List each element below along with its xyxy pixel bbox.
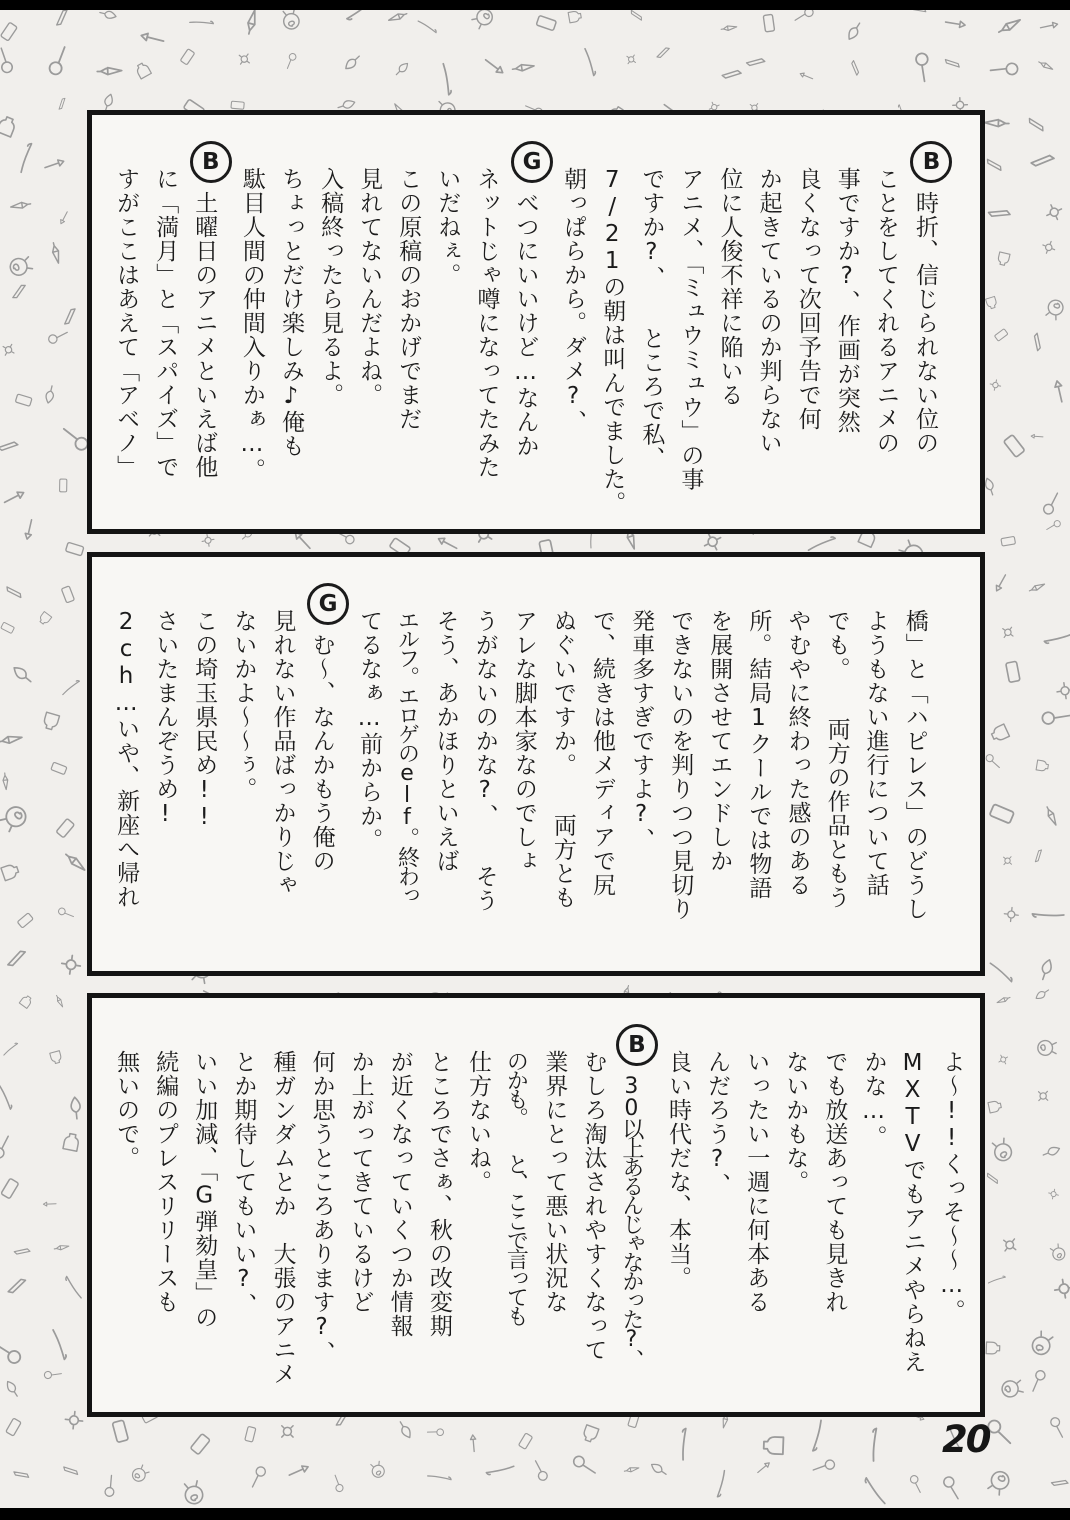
stationery-doodle-icon	[1041, 516, 1063, 535]
stationery-doodle-icon	[995, 656, 1029, 687]
text-column	[892, 1050, 931, 1400]
stationery-doodle-icon	[982, 191, 1018, 229]
stationery-doodle-icon	[997, 850, 1023, 875]
column-text: 何か思うところあります?、	[308, 1050, 335, 1365]
column-text: さいたまんぞうめ!	[152, 609, 179, 828]
stationery-doodle-icon	[704, 1468, 740, 1505]
text-column	[505, 141, 553, 517]
stationery-doodle-icon	[1028, 844, 1053, 869]
column-text: ネットじゃ噂になってたみた	[473, 167, 500, 479]
column-text: 2ch…いや、新座へ帰れ	[113, 609, 140, 909]
stationery-doodle-icon	[796, 62, 820, 88]
stationery-doodle-icon	[987, 957, 1020, 987]
stationery-doodle-icon	[95, 1469, 128, 1501]
stationery-doodle-icon	[509, 1426, 539, 1454]
column-text: 業界にとって悪い状況な	[541, 1050, 568, 1314]
stationery-doodle-icon	[56, 902, 79, 927]
stationery-doodle-icon	[570, 1450, 600, 1484]
text-column	[736, 1050, 775, 1400]
column-text: 見れない作品ばっかりじゃ	[269, 609, 296, 897]
stationery-doodle-icon	[662, 1421, 704, 1463]
stationery-doodle-icon	[42, 238, 75, 268]
stationery-doodle-icon	[6, 1462, 35, 1492]
stationery-doodle-icon	[530, 7, 562, 41]
column-text: ことをしてくれるアニメの	[872, 167, 899, 455]
stationery-doodle-icon	[993, 426, 1034, 466]
text-column	[184, 1050, 223, 1400]
stationery-doodle-icon	[365, 1455, 390, 1482]
text-column	[145, 609, 184, 959]
stationery-doodle-icon	[0, 938, 31, 975]
stationery-doodle-icon	[981, 794, 1021, 836]
column-text: 30以上あるんじゃなかった?、	[618, 1074, 644, 1368]
stationery-doodle-icon	[54, 477, 75, 494]
stationery-doodle-icon	[0, 1170, 28, 1205]
stationery-doodle-icon	[56, 949, 92, 981]
text-column	[262, 609, 301, 959]
column-text: すがここはあえて「アベノ」	[113, 167, 140, 479]
text-column	[592, 167, 631, 517]
stationery-doodle-icon	[992, 1229, 1027, 1264]
stationery-doodle-icon	[1044, 1273, 1070, 1306]
text-column	[184, 141, 232, 517]
stationery-doodle-icon	[41, 1328, 80, 1365]
page-edge-bottom	[0, 1508, 1070, 1520]
text-column	[827, 167, 866, 517]
stationery-doodle-icon	[1043, 375, 1070, 408]
text-column	[301, 1050, 340, 1400]
stationery-doodle-icon	[0, 1331, 25, 1370]
stationery-doodle-icon	[472, 47, 512, 88]
text-column	[738, 609, 777, 959]
text-column	[856, 609, 895, 959]
stationery-doodle-icon	[238, 1422, 265, 1446]
stationery-doodle-icon	[1000, 899, 1023, 926]
column-text: MXTVでもアニメやらねえ	[899, 1050, 926, 1374]
stationery-doodle-icon	[188, 5, 220, 38]
text-column	[613, 1024, 658, 1400]
text-column	[349, 609, 388, 959]
stationery-doodle-icon	[57, 1274, 86, 1299]
column-text: か起きているのか判らない	[755, 167, 782, 455]
stationery-doodle-icon	[1029, 425, 1045, 445]
column-text: やむやに終わった感のある	[784, 609, 811, 897]
stationery-doodle-icon	[1029, 147, 1060, 182]
stationery-doodle-icon	[241, 1464, 273, 1493]
column-text: 位に人俊不祥に陥いる	[716, 167, 743, 407]
stationery-doodle-icon	[12, 990, 37, 1016]
stationery-doodle-icon	[756, 10, 785, 35]
text-column	[905, 141, 953, 517]
stationery-doodle-icon	[1037, 799, 1070, 832]
column-text: 無いので。	[113, 1050, 140, 1170]
text-column	[553, 167, 592, 517]
stationery-doodle-icon	[937, 1474, 967, 1507]
text-column	[388, 167, 427, 517]
stationery-doodle-icon	[573, 47, 609, 81]
text-column	[816, 609, 855, 959]
text-column	[660, 609, 699, 959]
text-column	[465, 609, 504, 959]
text-column	[106, 167, 145, 517]
stationery-doodle-icon	[386, 55, 416, 85]
column-text: 種ガンダムとか 大張のアニメ	[269, 1050, 296, 1386]
text-column	[775, 1050, 814, 1400]
stationery-doodle-icon	[326, 1468, 350, 1494]
column-text: 発車多すぎですよ?、	[628, 609, 655, 852]
stationery-doodle-icon	[36, 703, 66, 735]
speaker-mark-b: B	[910, 141, 952, 183]
column-text: か上がってきているけど	[347, 1050, 374, 1314]
column-text: てるなぁ…前からか。	[356, 609, 383, 852]
stationery-doodle-icon	[38, 378, 64, 407]
column-text: かな…。	[860, 1050, 887, 1149]
stationery-doodle-icon	[2, 1036, 18, 1056]
stationery-doodle-icon	[1026, 328, 1056, 355]
stationery-doodle-icon	[231, 42, 260, 72]
stationery-doodle-icon	[1020, 1367, 1052, 1397]
column-text: が近くなっていくつか情報	[386, 1050, 413, 1338]
stationery-doodle-icon	[0, 40, 23, 77]
stationery-doodle-icon	[1037, 487, 1070, 517]
column-text: ないかよ〜〜ぅ。	[230, 609, 257, 801]
stationery-doodle-icon	[1044, 1237, 1070, 1265]
stationery-doodle-icon	[416, 14, 444, 39]
stationery-doodle-icon	[805, 1451, 838, 1482]
column-text: んだろう?、	[704, 1050, 731, 1197]
stationery-doodle-icon	[0, 798, 34, 841]
text-column	[458, 1050, 497, 1400]
column-text: 良くなって次回予告で何	[794, 167, 821, 431]
page-number: 20	[942, 1418, 990, 1461]
column-text: 橋」と「ハピレス」のどうし	[901, 609, 928, 921]
column-text: そう、あかほりといえば	[432, 609, 459, 873]
text-column	[466, 167, 505, 517]
stationery-doodle-icon	[509, 49, 538, 82]
text-column	[573, 1050, 612, 1400]
column-text: 仕方ないね。	[464, 1050, 491, 1194]
stationery-doodle-icon	[1025, 1323, 1062, 1362]
column-text: ところでさぁ、秋の改変期	[425, 1050, 452, 1338]
comic-panel-2	[87, 552, 985, 976]
stationery-doodle-icon	[41, 1362, 68, 1388]
stationery-doodle-icon	[41, 1192, 58, 1213]
stationery-doodle-icon	[102, 1414, 139, 1448]
stationery-doodle-icon	[1038, 196, 1070, 231]
text-column	[932, 1050, 971, 1400]
stationery-doodle-icon	[0, 1411, 29, 1442]
stationery-doodle-icon	[527, 1453, 554, 1483]
text-column	[145, 167, 184, 517]
column-text: アニメ、「ミュウミュウ」の事	[677, 167, 704, 492]
stationery-doodle-icon	[1047, 1471, 1070, 1500]
stationery-doodle-icon	[277, 51, 302, 74]
stationery-doodle-icon	[846, 57, 869, 77]
text-column	[223, 609, 262, 959]
stationery-doodle-icon	[1023, 571, 1050, 600]
text-column	[341, 1050, 380, 1400]
stationery-doodle-icon	[0, 617, 19, 642]
stationery-doodle-icon	[55, 581, 85, 608]
column-text: 所。結局1クールでは物語	[745, 609, 772, 900]
stationery-doodle-icon	[337, 44, 371, 78]
stationery-doodle-icon	[39, 39, 81, 79]
page-edge-top	[0, 0, 1070, 10]
stationery-doodle-icon	[0, 1266, 30, 1301]
stationery-doodle-icon	[1037, 231, 1063, 259]
stationery-doodle-icon	[7, 192, 34, 222]
stationery-doodle-icon	[0, 1374, 29, 1406]
text-column	[310, 167, 349, 517]
stationery-doodle-icon	[1034, 1138, 1065, 1167]
text-column	[621, 609, 660, 959]
column-text: 7/21の朝は叫んでました。	[599, 167, 626, 515]
stationery-doodle-icon	[1039, 295, 1070, 328]
stationery-doodle-icon	[481, 1453, 516, 1490]
speaker-mark-g: G	[307, 583, 349, 625]
stationery-doodle-icon	[45, 755, 71, 783]
stationery-doodle-icon	[982, 109, 1011, 142]
column-text: を展開させてエンドしか	[706, 609, 733, 873]
text-column	[788, 167, 827, 517]
text-column	[543, 609, 582, 959]
column-text: 朝っぱらから。ダメ?、	[560, 167, 587, 434]
stationery-doodle-icon	[938, 46, 968, 76]
stationery-doodle-icon	[990, 323, 1015, 349]
text-column	[582, 609, 621, 959]
text-column	[749, 167, 788, 517]
stationery-doodle-icon	[1043, 1414, 1070, 1444]
stationery-doodle-icon	[1034, 50, 1060, 78]
text-column	[271, 167, 310, 517]
stationery-doodle-icon	[838, 12, 872, 47]
stationery-doodle-icon	[48, 90, 72, 114]
column-text: この埼玉県民め!!	[191, 609, 218, 831]
column-text: 見れてないんだよね。	[356, 167, 383, 407]
text-column	[388, 609, 425, 959]
column-text: ないかもな。	[782, 1050, 809, 1194]
stationery-doodle-icon	[127, 1458, 157, 1488]
column-text: ですか?、 ところで私、	[638, 167, 665, 471]
text-column	[534, 1050, 573, 1400]
text-column	[777, 609, 816, 959]
column-text: ちょっとだけ楽しみ♪俺も	[277, 167, 304, 458]
stationery-doodle-icon	[129, 56, 158, 87]
column-text: のかも。 と、ここで言っても	[503, 1050, 529, 1324]
text-column	[232, 167, 271, 517]
column-text: 入稿終ったら見るよ。	[317, 167, 344, 407]
text-column	[504, 609, 543, 959]
text-column	[419, 1050, 458, 1400]
stationery-doodle-icon	[904, 1473, 928, 1499]
column-text: 事ですか?、作画が突然	[833, 167, 860, 434]
text-column	[380, 1050, 419, 1400]
stationery-doodle-icon	[62, 674, 81, 697]
column-text: うがないのかな?、 そう	[471, 609, 498, 913]
text-column	[631, 167, 670, 517]
stationery-doodle-icon	[56, 1406, 89, 1435]
stationery-doodle-icon	[95, 53, 124, 86]
column-text: む〜、なんかもう俺の	[308, 633, 335, 873]
text-column	[658, 1050, 697, 1400]
stationery-doodle-icon	[993, 244, 1015, 269]
column-text: でも。 両方の作品ともう	[823, 609, 850, 910]
column-text: 時折、信じられない位の	[911, 191, 938, 455]
stationery-doodle-icon	[4, 656, 44, 695]
text-column	[895, 609, 934, 959]
stationery-doodle-icon	[422, 1419, 448, 1444]
text-column	[699, 609, 738, 959]
stationery-doodle-icon	[427, 61, 469, 101]
stationery-doodle-icon	[620, 1456, 641, 1480]
stationery-doodle-icon	[719, 14, 740, 39]
stationery-doodle-icon	[56, 1128, 85, 1160]
stationery-doodle-icon	[984, 752, 1002, 774]
stationery-doodle-icon	[10, 513, 44, 544]
stationery-doodle-icon	[1035, 13, 1062, 43]
stationery-doodle-icon	[135, 17, 171, 56]
column-text: いったい一週に何本ある	[743, 1050, 770, 1314]
stationery-doodle-icon	[0, 574, 32, 606]
panel-text	[92, 557, 960, 971]
stationery-doodle-icon	[180, 1424, 218, 1462]
stationery-doodle-icon	[576, 1416, 606, 1448]
text-column	[184, 609, 223, 959]
text-column	[814, 1050, 853, 1400]
stationery-doodle-icon	[979, 1465, 1017, 1504]
text-column	[427, 167, 466, 517]
comic-panel-3	[87, 993, 985, 1417]
stationery-doodle-icon	[1025, 894, 1067, 937]
stationery-doodle-icon	[982, 564, 1017, 597]
column-text: とか期待してもいい?、	[230, 1050, 257, 1317]
column-text: むしろ淘汰されやすくなって	[580, 1050, 607, 1362]
stationery-doodle-icon	[940, 9, 969, 42]
stationery-doodle-icon	[177, 1473, 209, 1508]
text-column	[223, 1050, 262, 1400]
stationery-doodle-icon	[0, 720, 27, 756]
text-column	[349, 167, 388, 517]
stationery-doodle-icon	[1029, 756, 1052, 776]
comic-panel-1	[87, 110, 985, 534]
stationery-doodle-icon	[0, 1082, 23, 1112]
stationery-doodle-icon	[984, 717, 1018, 749]
text-column	[106, 1050, 145, 1400]
column-text: エルフ。エロゲのelf。終わっ	[394, 609, 420, 903]
stationery-doodle-icon	[0, 427, 21, 458]
text-column	[145, 1050, 184, 1400]
stationery-doodle-icon	[998, 527, 1020, 552]
stationery-doodle-icon	[49, 204, 76, 229]
speaker-mark-b: B	[616, 1024, 658, 1066]
stationery-doodle-icon	[11, 384, 37, 413]
stationery-doodle-icon	[852, 1421, 896, 1465]
stationery-doodle-icon	[51, 1233, 72, 1257]
column-text: でも放送あっても見きれ	[821, 1050, 848, 1314]
stationery-doodle-icon	[1044, 1185, 1066, 1204]
stationery-doodle-icon	[1039, 620, 1070, 659]
column-text: 続編のプレスリリースも	[152, 1050, 179, 1314]
stationery-doodle-icon	[0, 858, 25, 889]
column-text: ぬぐいですか。 両方とも	[549, 609, 576, 910]
column-text: べつにいいけど…なんか	[512, 191, 539, 458]
stationery-doodle-icon	[742, 44, 769, 74]
column-text: いだねぇ。	[434, 167, 461, 287]
column-text: できないのを判りつつ見切り	[667, 609, 694, 921]
text-column	[697, 1050, 736, 1400]
stationery-doodle-icon	[618, 48, 643, 74]
stationery-doodle-icon	[857, 1475, 890, 1505]
stationery-doodle-icon	[55, 1458, 85, 1488]
stationery-doodle-icon	[1037, 697, 1070, 738]
stationery-doodle-icon	[11, 1240, 36, 1267]
stationery-doodle-icon	[901, 48, 942, 90]
stationery-doodle-icon	[1035, 1037, 1061, 1059]
stationery-doodle-icon	[0, 771, 19, 792]
column-text: で、続きは他メディアで尻	[589, 609, 616, 897]
text-column	[670, 167, 709, 517]
stationery-doodle-icon	[38, 149, 71, 185]
column-text: 駄目人間の仲間入りかぁ…。	[238, 167, 265, 482]
stationery-doodle-icon	[9, 904, 38, 934]
stationery-doodle-icon	[0, 337, 22, 367]
column-text: アレな脚本家なのでしょ	[510, 609, 537, 873]
stationery-doodle-icon	[463, 1432, 490, 1455]
text-column	[853, 1050, 892, 1400]
stationery-doodle-icon	[1021, 106, 1055, 138]
text-column	[497, 1050, 534, 1400]
text-column	[301, 583, 349, 959]
stationery-doodle-icon	[985, 376, 1005, 399]
text-column	[106, 609, 145, 959]
text-column	[426, 609, 465, 959]
stationery-doodle-icon	[653, 42, 677, 68]
column-text: 土曜日のアニメといえば他	[191, 191, 218, 479]
panel-text	[92, 998, 997, 1412]
column-text: よ〜!!くっそ〜〜…。	[938, 1050, 965, 1323]
stationery-doodle-icon	[44, 1043, 66, 1068]
column-text: この原稿のおかげでまだ	[395, 167, 422, 431]
speaker-mark-b: B	[190, 141, 232, 183]
text-column	[866, 167, 905, 517]
panel-text	[92, 115, 978, 529]
column-text: いい加減、「G弾劾皇」の	[191, 1050, 218, 1330]
column-text: 良い時代だな、本当。	[665, 1050, 691, 1290]
stationery-doodle-icon	[982, 48, 1023, 88]
stationery-doodle-icon	[34, 604, 59, 630]
stationery-doodle-icon	[644, 1455, 676, 1486]
stationery-doodle-icon	[0, 1130, 21, 1161]
stationery-doodle-icon	[995, 619, 1025, 648]
speaker-mark-g: G	[511, 141, 553, 183]
text-column	[262, 1050, 301, 1400]
text-column	[709, 167, 748, 517]
stationery-doodle-icon	[50, 989, 74, 1011]
column-text: ようもない進行について話	[862, 609, 889, 897]
stationery-doodle-icon	[425, 1460, 458, 1492]
stationery-doodle-icon	[7, 277, 37, 309]
stationery-doodle-icon	[61, 533, 90, 564]
stationery-doodle-icon	[174, 43, 204, 72]
stationery-doodle-icon	[1029, 1080, 1059, 1110]
stationery-doodle-icon	[281, 1454, 317, 1492]
column-text: に「満月」と「スパイズ」で	[152, 167, 179, 479]
